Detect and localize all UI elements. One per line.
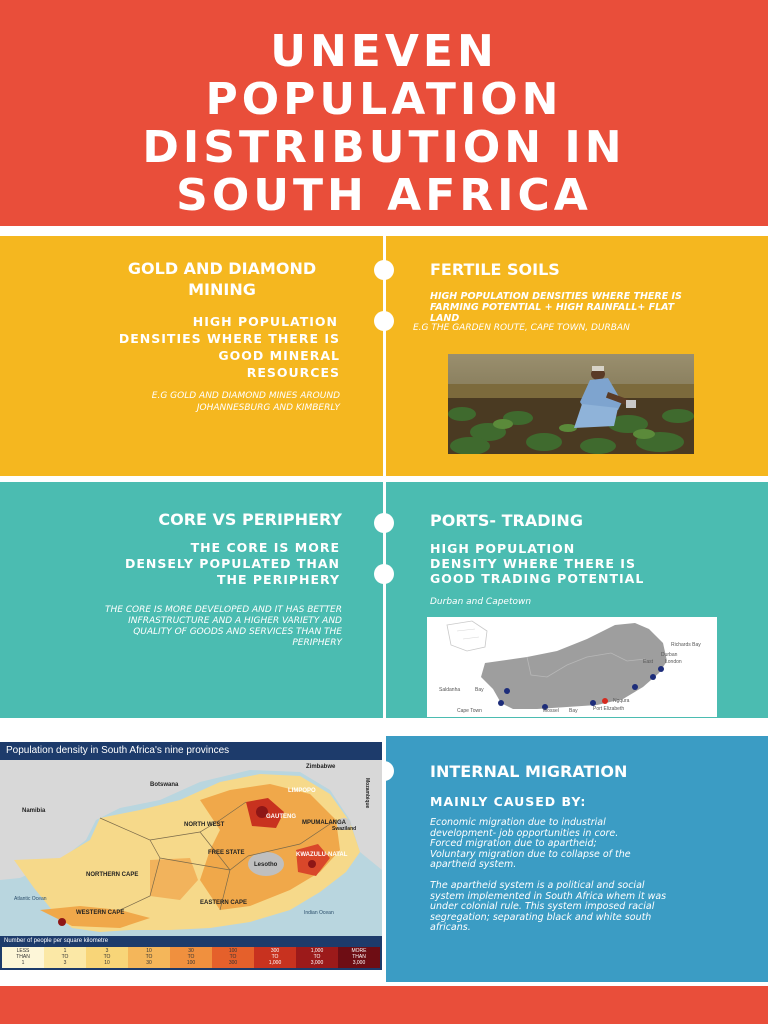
timeline-dot bbox=[374, 260, 394, 280]
density-legend-cell bbox=[44, 947, 86, 968]
footer-banner bbox=[0, 986, 768, 1024]
ports-example: Durban and Capetown bbox=[430, 597, 532, 607]
title-line-4: SOUTH AFRICA bbox=[176, 170, 592, 221]
density-legend-text: 1 bbox=[63, 948, 67, 954]
title-line-1: UNEVEN bbox=[270, 26, 498, 77]
density-label-gauteng: GAUTENG bbox=[266, 814, 296, 820]
density-legend-cell bbox=[86, 947, 128, 968]
density-legend-text: TO bbox=[145, 954, 153, 960]
ports-map bbox=[427, 617, 717, 717]
density-legend-text: 30 bbox=[188, 948, 194, 954]
density-legend bbox=[0, 936, 382, 970]
density-legend-text: 3 bbox=[105, 948, 109, 954]
map-label-saldanha-bay: Bay bbox=[475, 687, 484, 693]
density-label-free-state: FREE STATE bbox=[208, 850, 245, 856]
density-legend-text: MORE bbox=[351, 948, 367, 954]
map-label-mossel: Mossel bbox=[543, 708, 559, 714]
migration-paragraph-1 bbox=[430, 818, 760, 871]
density-label-north-west: NORTH WEST bbox=[184, 822, 225, 828]
mining-example-line-2: JOHANNESBURG AND KIMBERLY bbox=[196, 403, 340, 413]
density-legend-text: THAN bbox=[16, 954, 30, 960]
mining-heading bbox=[102, 258, 342, 300]
title-line-3: DISTRIBUTION IN bbox=[142, 122, 626, 173]
density-label-lesotho: Lesotho bbox=[254, 862, 278, 868]
mining-subtitle bbox=[40, 313, 340, 381]
mining-subtitle-line-2: DENSITIES WHERE THERE IS bbox=[118, 331, 340, 346]
core-subtitle-line-2: DENSELY POPULATED THAN bbox=[124, 556, 340, 571]
density-legend-title: Number of people per square kilometre bbox=[4, 938, 109, 944]
density-label-indian: Indian Ocean bbox=[304, 910, 334, 916]
ports-subtitle-line-1: HIGH POPULATION bbox=[430, 541, 576, 556]
density-label-limpopo: LIMPOPO bbox=[288, 788, 316, 794]
density-legend-text: 100 bbox=[228, 948, 238, 954]
density-label-eastern-cape: EASTERN CAPE bbox=[200, 900, 248, 906]
mining-example-line-1: E.G GOLD AND DIAMOND MINES AROUND bbox=[151, 391, 340, 401]
density-label-kwazulu-natal: KWAZULU-NATAL bbox=[296, 852, 348, 858]
mining-subtitle-line-3: GOOD MINERAL bbox=[218, 348, 340, 363]
core-heading: CORE VS PERIPHERY bbox=[158, 510, 342, 529]
migration-p1-line-4: Voluntary migration due to collapse of the bbox=[430, 848, 631, 860]
ports-heading: PORTS- TRADING bbox=[430, 511, 583, 530]
density-legend-cell bbox=[128, 947, 170, 968]
core-description-line-3: QUALITY OF GOODS AND SERVICES THAN THE bbox=[133, 627, 342, 637]
migration-p1-line-1: Economic migration due to industrial bbox=[430, 817, 606, 828]
mining-example bbox=[40, 390, 340, 414]
density-legend-cell bbox=[296, 947, 338, 968]
mining-subtitle-line-4: RESOURCES bbox=[246, 365, 340, 380]
map-label-mossel-bay: Bay bbox=[569, 708, 578, 714]
migration-p2-line-1: The apartheid system is a political and social bbox=[430, 880, 645, 891]
density-legend-text: 3 bbox=[63, 960, 67, 966]
density-map-title: Population density in South Africa's nine provinces bbox=[0, 742, 382, 760]
core-description-line-2: INFRASTRUCTURE AND A HIGHER VARIETY AND bbox=[128, 616, 342, 626]
density-label-zimbabwe: Zimbabwe bbox=[306, 764, 336, 770]
density-legend-cell bbox=[338, 947, 380, 968]
map-label-saldanha: Saldanha bbox=[439, 687, 461, 693]
map-label-ngqura: Ngqura bbox=[613, 698, 630, 704]
map-label-london: London bbox=[665, 659, 682, 665]
mining-heading-line-2: MINING bbox=[188, 280, 256, 299]
map-label-cape-town: Cape Town bbox=[457, 708, 482, 714]
migration-p2-line-5: africans. bbox=[430, 922, 471, 933]
map-label-richards-bay: Richards Bay bbox=[671, 642, 701, 648]
density-label-swaziland: Swaziland bbox=[332, 826, 357, 832]
density-label-mpumalanga: MPUMALANGA bbox=[302, 820, 346, 826]
density-legend-text: TO bbox=[313, 954, 321, 960]
density-legend-text: 1,000 bbox=[268, 960, 282, 966]
density-label-mozambique: Mozambique bbox=[364, 778, 370, 809]
mining-heading-line-1: GOLD AND DIAMOND bbox=[127, 259, 317, 278]
migration-p2-line-3: under colonial rule. This system imposed racial bbox=[430, 901, 655, 912]
migration-p1-line-3: Forced migration due to apartheid; bbox=[430, 838, 597, 849]
density-label-western-cape: WESTERN CAPE bbox=[76, 910, 125, 916]
density-legend-text: TO bbox=[61, 954, 69, 960]
timeline-dot bbox=[374, 564, 394, 584]
core-description-line-4: PERIPHERY bbox=[292, 638, 342, 648]
density-legend-text: 3,000 bbox=[310, 960, 324, 966]
density-label-northern-cape: NORTHERN CAPE bbox=[86, 872, 139, 878]
density-legend-text: 10 bbox=[104, 960, 110, 966]
soils-description bbox=[430, 291, 760, 324]
migration-heading: INTERNAL MIGRATION bbox=[430, 762, 628, 781]
density-legend-text: 1,000 bbox=[310, 948, 324, 954]
map-label-durban: Durban bbox=[661, 652, 678, 658]
migration-subtitle: MAINLY CAUSED BY: bbox=[430, 794, 587, 809]
density-label-botswana: Botswana bbox=[150, 782, 179, 788]
core-description-line-1: THE CORE IS MORE DEVELOPED AND IT HAS BETTER bbox=[104, 605, 342, 615]
density-legend-text: THAN bbox=[352, 954, 366, 960]
header-banner bbox=[0, 0, 768, 226]
migration-p2-line-4: segregation; separating black and white south bbox=[430, 911, 652, 923]
ports-subtitle-line-3: GOOD TRADING POTENTIAL bbox=[430, 571, 645, 586]
density-legend-text: 300 bbox=[228, 960, 238, 966]
density-label-atlantic: Atlantic Ocean bbox=[14, 896, 47, 902]
density-legend-text: TO bbox=[271, 954, 279, 960]
soils-heading: FERTILE SOILS bbox=[430, 260, 560, 279]
population-density-map bbox=[0, 742, 382, 970]
soils-example: E.G THE GARDEN ROUTE, CAPE TOWN, DURBAN bbox=[413, 323, 630, 333]
migration-p1-line-2: development- job opportunities in core. bbox=[430, 827, 619, 839]
title-line-2: POPULATION bbox=[205, 74, 563, 125]
soils-description-line-1: HIGH POPULATION DENSITIES WHERE THERE IS bbox=[430, 291, 682, 302]
migration-p1-line-5: apartheid system. bbox=[430, 859, 517, 870]
core-subtitle bbox=[40, 540, 340, 588]
density-legend-cell bbox=[254, 947, 296, 968]
ports-subtitle-line-2: DENSITY WHERE THERE IS bbox=[430, 556, 636, 571]
ports-subtitle bbox=[430, 541, 760, 586]
density-legend-text: LESS bbox=[16, 948, 30, 954]
soils-description-line-3: LAND bbox=[430, 313, 460, 324]
mining-subtitle-line-1: HIGH POPULATION bbox=[192, 314, 338, 329]
density-legend-text: TO bbox=[187, 954, 195, 960]
timeline-dot bbox=[374, 311, 394, 331]
core-description bbox=[20, 605, 342, 649]
core-subtitle-line-3: THE PERIPHERY bbox=[216, 572, 340, 587]
density-legend-cell bbox=[212, 947, 254, 968]
density-legend-text: TO bbox=[229, 954, 237, 960]
density-label-namibia: Namibia bbox=[22, 808, 46, 814]
core-subtitle-line-1: THE CORE IS MORE bbox=[190, 540, 340, 555]
density-legend-text: 100 bbox=[186, 960, 196, 966]
migration-paragraph-2 bbox=[430, 881, 764, 934]
density-legend-cell bbox=[170, 947, 212, 968]
density-legend-cell bbox=[2, 947, 44, 968]
density-legend-text: 10 bbox=[146, 948, 152, 954]
density-legend-text: 300 bbox=[270, 948, 280, 954]
soils-description-line-2: FARMING POTENTIAL + HIGH RAINFALL+ FLAT bbox=[430, 302, 675, 313]
farmer-photo bbox=[448, 354, 694, 454]
map-label-east: East bbox=[643, 659, 654, 665]
timeline-dot bbox=[374, 513, 394, 533]
density-legend-text: 3,000 bbox=[352, 960, 366, 966]
density-legend-text: 30 bbox=[146, 960, 152, 966]
migration-p2-line-2: system implemented in South Africa whem it was bbox=[430, 890, 667, 902]
map-label-port-elizabeth: Port Elizabeth bbox=[593, 706, 625, 712]
timeline-line bbox=[383, 236, 386, 722]
density-legend-text: 1 bbox=[21, 960, 25, 966]
density-legend-text: TO bbox=[103, 954, 111, 960]
page-title bbox=[0, 28, 768, 220]
